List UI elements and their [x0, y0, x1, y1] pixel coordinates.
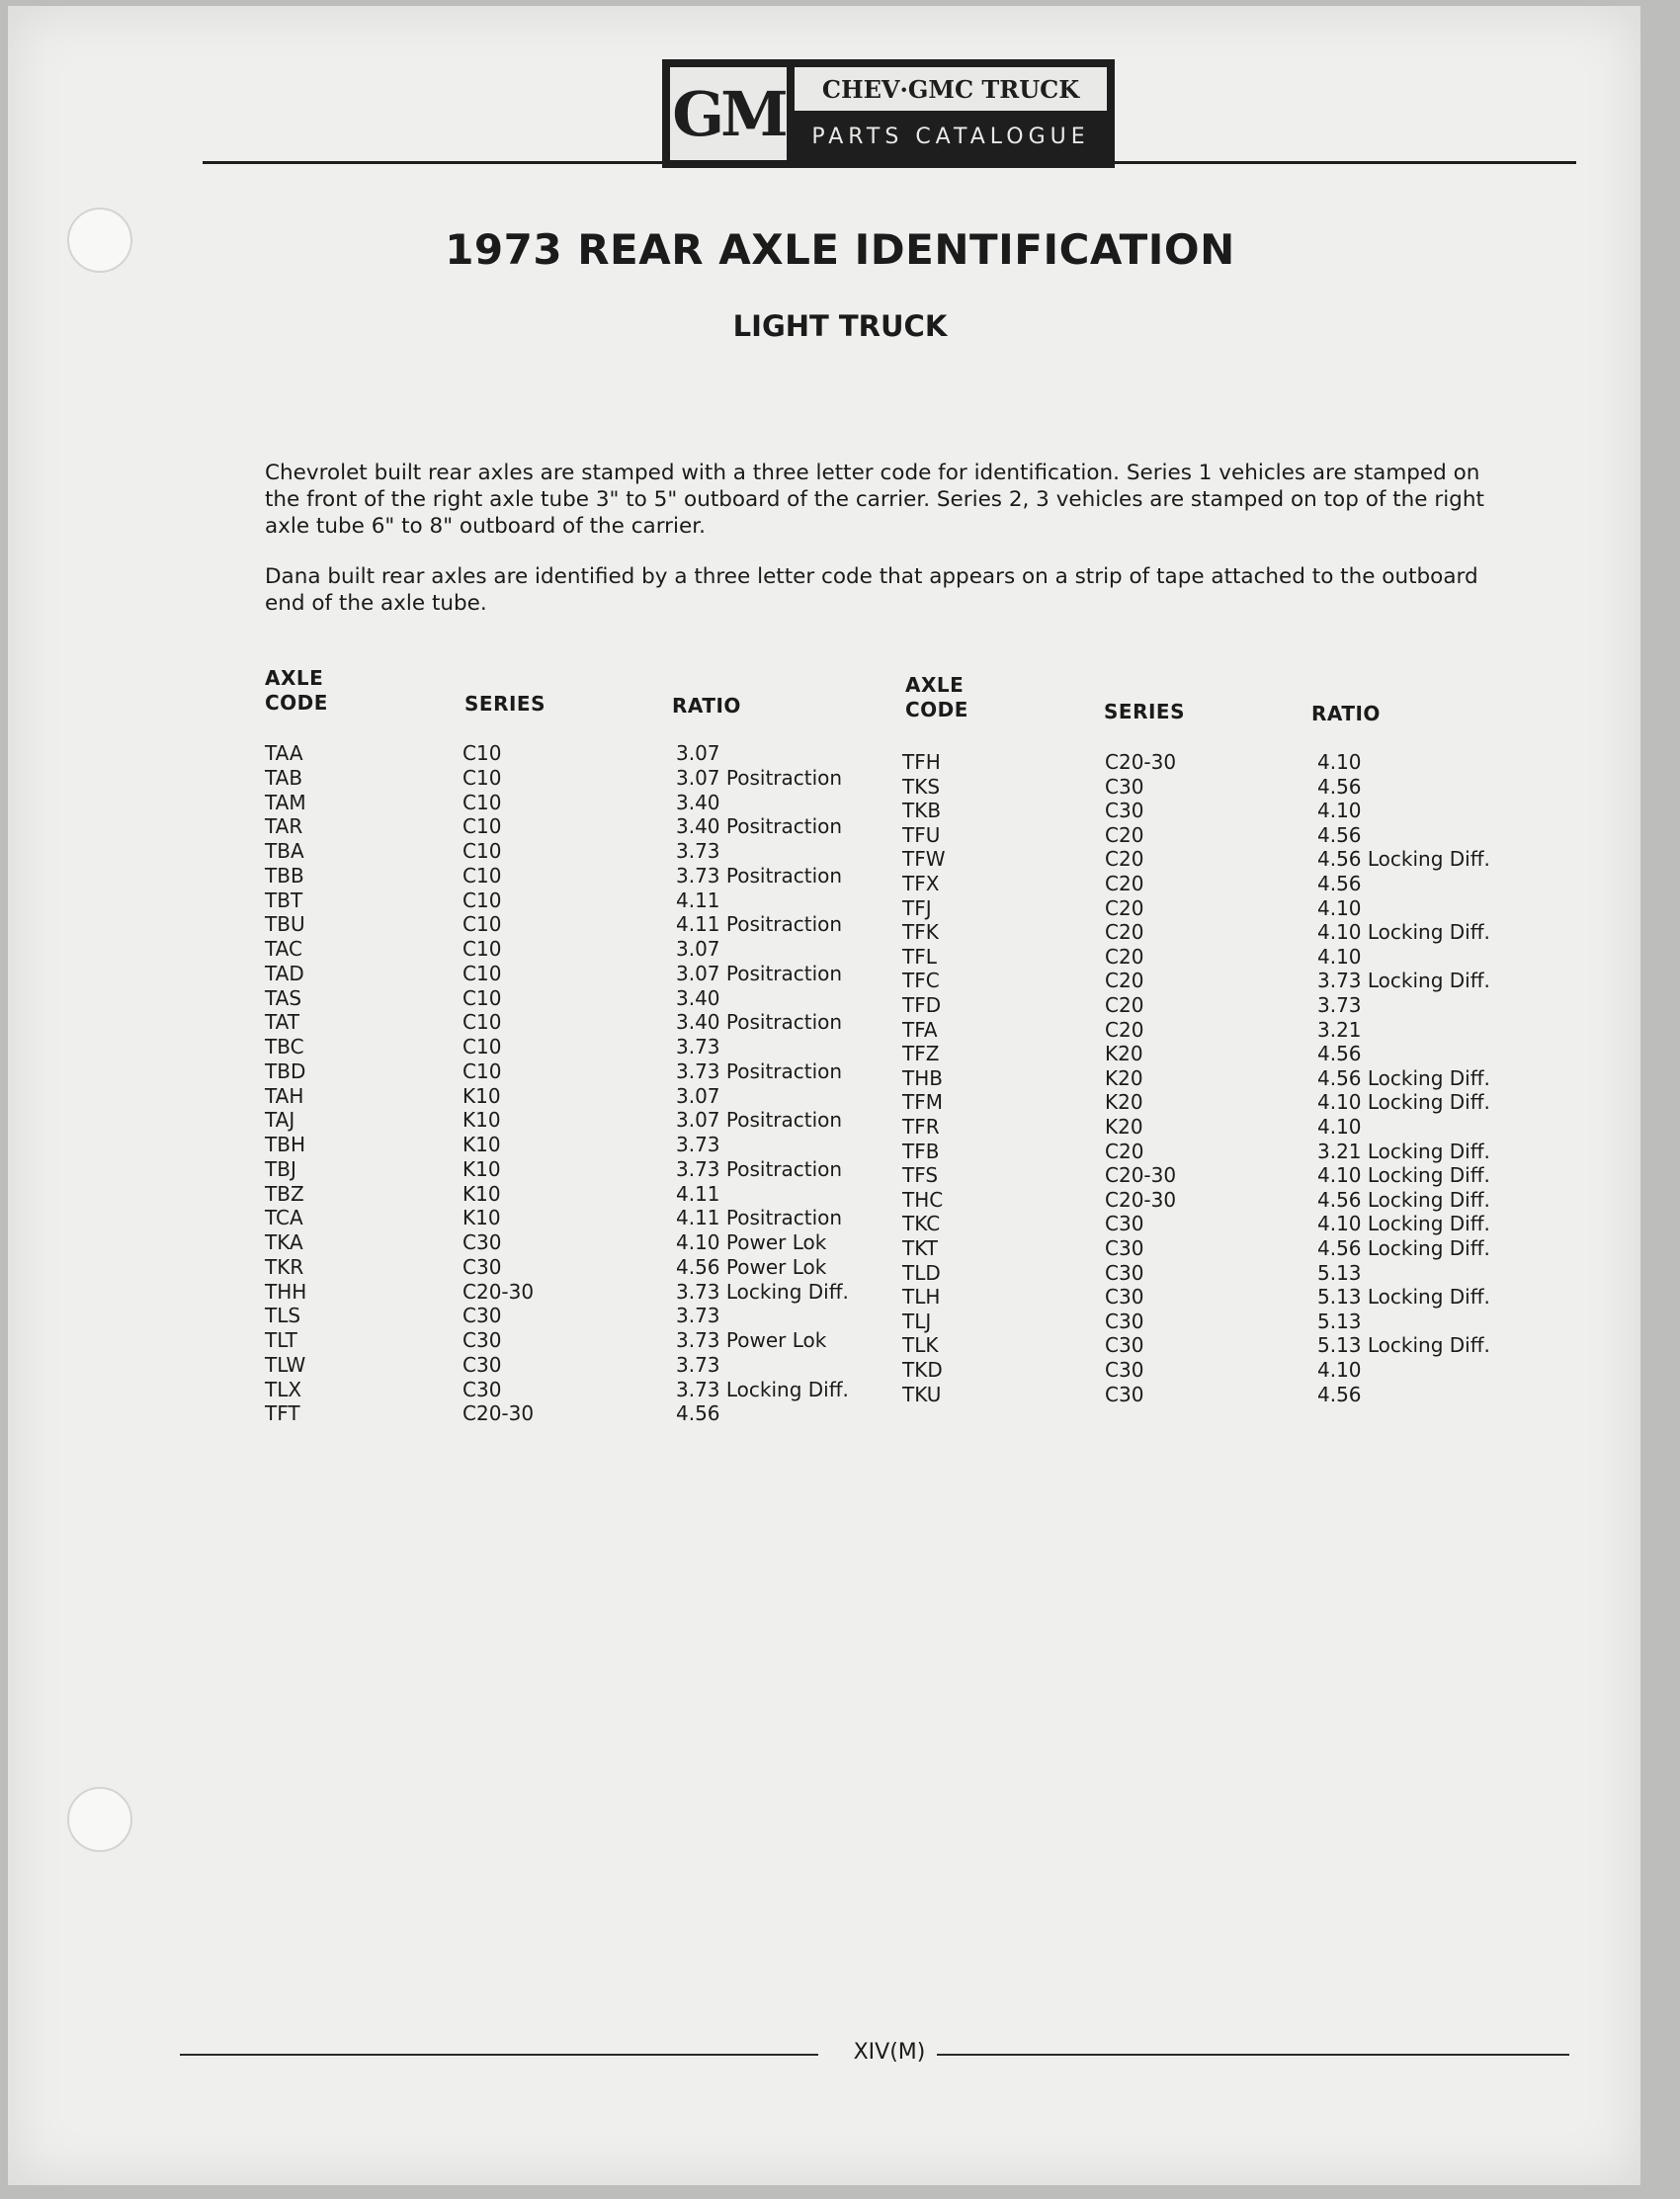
left-row-27-series: C30 [462, 1377, 502, 1401]
left-row-21-axle-code: TKA [265, 1230, 303, 1254]
left-row-6-series: C10 [462, 863, 502, 888]
right-row-21-ratio: 4.56 Locking Diff. [1317, 1236, 1490, 1260]
right-row-17-ratio: 3.21 Locking Diff. [1317, 1139, 1490, 1163]
right-row-5-series: C20 [1105, 847, 1144, 872]
left-row-12-axle-code: TAT [265, 1010, 300, 1035]
footer-rule-right [937, 2054, 1569, 2056]
right-row-3-ratio: 4.10 [1317, 799, 1362, 823]
right-row-10-ratio: 3.73 Locking Diff. [1317, 969, 1490, 993]
right-row-11-ratio: 3.73 [1317, 993, 1362, 1017]
left-row-20-axle-code: TCA [265, 1206, 303, 1230]
left-header-ratio: RATIO [672, 694, 741, 718]
left-row-15-axle-code: TAH [265, 1083, 304, 1108]
binder-hole-bottom [67, 1787, 132, 1852]
right-row-17-axle-code: TFB [902, 1139, 940, 1163]
left-row-18-ratio: 3.73 Positraction [676, 1156, 843, 1181]
left-row-7-series: C10 [462, 888, 502, 912]
left-row-4-ratio: 3.40 Positraction [676, 814, 843, 839]
left-row-18-axle-code: TBJ [265, 1156, 296, 1181]
left-row-9-axle-code: TAC [265, 937, 302, 961]
right-row-7-series: C20 [1105, 895, 1144, 920]
left-row-25-series: C30 [462, 1328, 502, 1352]
right-row-22-series: C30 [1105, 1260, 1144, 1285]
left-row-5-series: C10 [462, 839, 502, 863]
left-row-13-ratio: 3.73 [676, 1035, 720, 1058]
left-row-28-series: C20-30 [462, 1401, 535, 1426]
left-row-13-series: C10 [462, 1035, 502, 1058]
right-row-21-series: C30 [1105, 1236, 1144, 1260]
right-row-20-series: C30 [1105, 1212, 1144, 1236]
left-row-3-series: C10 [462, 790, 502, 814]
right-row-1-series: C20-30 [1105, 750, 1177, 774]
right-row-16-ratio: 4.10 [1317, 1115, 1362, 1139]
gm-logo [662, 59, 1115, 168]
left-row-17-series: K10 [462, 1133, 501, 1156]
paragraph-chevrolet: Chevrolet built rear axles are stamped with a three letter code for identification. Series 1 vehicles are stamped on the front of the right axle tube 3" to 5" outboard of the carrier. Series 2, 3 vehicles are stamped on top of the right axle tube 6" to 8" outboard of the carrier. [265, 461, 1484, 539]
left-row-2-ratio: 3.07 Positraction [676, 765, 843, 790]
left-header-axle-code: AXLE CODE [265, 666, 328, 715]
right-row-2-axle-code: TKS [902, 774, 941, 799]
right-row-17-series: C20 [1105, 1139, 1144, 1163]
right-row-15-ratio: 4.10 Locking Diff. [1317, 1090, 1490, 1115]
left-row-23-series: C20-30 [462, 1279, 535, 1304]
right-row-10-series: C20 [1105, 969, 1144, 993]
left-row-26-axle-code: TLW [265, 1352, 306, 1377]
right-row-18-series: C20-30 [1105, 1163, 1177, 1188]
gm-logo-mark: GM [670, 67, 787, 160]
right-row-24-series: C30 [1105, 1309, 1144, 1333]
left-row-12-ratio: 3.40 Positraction [676, 1010, 843, 1035]
right-row-8-ratio: 4.10 Locking Diff. [1317, 920, 1490, 945]
left-row-17-ratio: 3.73 [676, 1133, 720, 1156]
right-row-23-series: C30 [1105, 1285, 1144, 1310]
right-row-3-axle-code: TKB [902, 799, 942, 823]
right-row-4-axle-code: TFU [902, 822, 941, 847]
left-row-16-axle-code: TAJ [265, 1108, 295, 1133]
page-subtitle: LIGHT TRUCK [732, 309, 948, 343]
left-row-27-axle-code: TLX [265, 1377, 302, 1401]
paragraph-dana: Dana built rear axles are identified by a three letter code that appears on a strip of tape attached to the outboard end of the axle tube. [265, 564, 1478, 616]
logo-line-1: CHEV·GMC TRUCK [795, 67, 1107, 111]
left-row-21-series: C30 [462, 1230, 502, 1254]
right-row-23-axle-code: TLH [902, 1285, 941, 1310]
left-row-17-axle-code: TBH [265, 1133, 305, 1156]
right-row-8-axle-code: TFK [902, 920, 939, 945]
logo-line-2: PARTS CATALOGUE [811, 124, 1090, 149]
left-row-11-ratio: 3.40 [676, 985, 720, 1010]
left-row-19-axle-code: TBZ [265, 1181, 304, 1206]
left-row-4-series: C10 [462, 814, 502, 839]
right-row-5-ratio: 4.56 Locking Diff. [1317, 847, 1490, 872]
left-row-23-axle-code: THH [265, 1279, 307, 1304]
right-row-1-axle-code: TFH [902, 750, 941, 774]
right-row-5-axle-code: TFW [902, 847, 946, 872]
right-row-4-series: C20 [1105, 822, 1144, 847]
left-row-24-series: C30 [462, 1304, 502, 1328]
right-row-27-series: C30 [1105, 1382, 1144, 1406]
left-row-15-series: K10 [462, 1083, 501, 1108]
right-row-26-ratio: 4.10 [1317, 1358, 1362, 1382]
left-row-10-axle-code: TAD [265, 961, 304, 985]
right-row-8-series: C20 [1105, 920, 1144, 945]
right-row-18-axle-code: TFS [902, 1163, 939, 1188]
left-row-12-series: C10 [462, 1010, 502, 1035]
left-row-28-ratio: 4.56 [676, 1401, 720, 1426]
left-row-3-ratio: 3.40 [676, 790, 720, 814]
right-header-axle-code: AXLE CODE [905, 673, 968, 721]
right-row-2-series: C30 [1105, 774, 1144, 799]
right-row-25-ratio: 5.13 Locking Diff. [1317, 1333, 1490, 1358]
left-row-19-ratio: 4.11 [676, 1181, 720, 1206]
footer-rule-left [180, 2054, 818, 2056]
right-row-16-series: K20 [1105, 1115, 1143, 1139]
left-row-6-ratio: 3.73 Positraction [676, 863, 843, 888]
left-row-24-ratio: 3.73 [676, 1304, 720, 1328]
left-row-20-series: K10 [462, 1206, 501, 1230]
right-row-26-axle-code: TKD [902, 1358, 943, 1382]
left-row-2-series: C10 [462, 765, 502, 790]
left-row-16-series: K10 [462, 1108, 501, 1133]
right-row-6-axle-code: TFX [902, 872, 940, 895]
right-row-16-axle-code: TFR [902, 1115, 940, 1139]
right-row-10-axle-code: TFC [902, 969, 940, 993]
left-row-6-axle-code: TBB [265, 863, 304, 888]
right-row-12-ratio: 3.21 [1317, 1017, 1362, 1042]
left-row-14-series: C10 [462, 1058, 502, 1083]
page-title: 1973 REAR AXLE IDENTIFICATION [445, 225, 1235, 274]
left-row-22-axle-code: TKR [265, 1254, 304, 1279]
page-number: XIV(M) [853, 2040, 926, 2065]
left-row-27-ratio: 3.73 Locking Diff. [676, 1377, 849, 1401]
left-row-8-axle-code: TBU [265, 912, 305, 937]
right-row-23-ratio: 5.13 Locking Diff. [1317, 1285, 1490, 1310]
right-row-3-series: C30 [1105, 799, 1144, 823]
left-row-22-ratio: 4.56 Power Lok [676, 1254, 827, 1279]
left-row-5-ratio: 3.73 [676, 839, 720, 863]
right-row-7-ratio: 4.10 [1317, 895, 1362, 920]
right-row-1-ratio: 4.10 [1317, 750, 1362, 774]
right-row-13-axle-code: TFZ [902, 1042, 940, 1066]
right-row-22-axle-code: TLD [902, 1260, 941, 1285]
left-row-2-axle-code: TAB [265, 765, 303, 790]
right-row-27-axle-code: TKU [902, 1382, 942, 1406]
right-row-19-ratio: 4.56 Locking Diff. [1317, 1187, 1490, 1212]
right-row-27-ratio: 4.56 [1317, 1382, 1362, 1406]
right-row-22-ratio: 5.13 [1317, 1260, 1362, 1285]
right-row-19-axle-code: THC [902, 1187, 944, 1212]
left-row-15-ratio: 3.07 [676, 1083, 720, 1108]
left-row-23-ratio: 3.73 Locking Diff. [676, 1279, 849, 1304]
left-row-9-ratio: 3.07 [676, 937, 720, 961]
right-row-7-axle-code: TFJ [902, 895, 932, 920]
left-row-8-ratio: 4.11 Positraction [676, 912, 843, 937]
left-row-7-ratio: 4.11 [676, 888, 720, 912]
left-row-10-series: C10 [462, 961, 502, 985]
left-row-9-series: C10 [462, 937, 502, 961]
left-row-21-ratio: 4.10 Power Lok [676, 1230, 827, 1254]
right-row-9-ratio: 4.10 [1317, 944, 1362, 969]
right-row-9-axle-code: TFL [902, 944, 937, 969]
right-row-12-axle-code: TFA [902, 1017, 938, 1042]
right-row-21-axle-code: TKT [902, 1236, 938, 1260]
right-row-14-axle-code: THB [902, 1065, 943, 1090]
left-row-26-ratio: 3.73 [676, 1352, 720, 1377]
left-row-7-axle-code: TBT [265, 888, 303, 912]
right-row-18-ratio: 4.10 Locking Diff. [1317, 1163, 1490, 1188]
right-row-20-ratio: 4.10 Locking Diff. [1317, 1212, 1490, 1236]
right-row-13-ratio: 4.56 [1317, 1042, 1362, 1066]
left-row-4-axle-code: TAR [265, 814, 303, 839]
left-row-22-series: C30 [462, 1254, 502, 1279]
right-row-15-axle-code: TFM [902, 1090, 943, 1115]
left-row-25-ratio: 3.73 Power Lok [676, 1328, 827, 1352]
right-row-24-axle-code: TLJ [902, 1309, 932, 1333]
left-row-5-axle-code: TBA [265, 839, 304, 863]
right-row-2-ratio: 4.56 [1317, 774, 1362, 799]
left-row-8-series: C10 [462, 912, 502, 937]
left-header-series: SERIES [464, 692, 546, 716]
right-row-19-series: C20-30 [1105, 1187, 1177, 1212]
right-row-24-ratio: 5.13 [1317, 1309, 1362, 1333]
left-row-14-ratio: 3.73 Positraction [676, 1058, 843, 1083]
left-row-11-series: C10 [462, 985, 502, 1010]
right-row-11-axle-code: TFD [902, 993, 942, 1017]
left-row-3-axle-code: TAM [265, 790, 306, 814]
left-row-1-axle-code: TAA [265, 741, 303, 765]
right-row-9-series: C20 [1105, 944, 1144, 969]
right-row-25-series: C30 [1105, 1333, 1144, 1358]
right-row-6-ratio: 4.56 [1317, 872, 1362, 895]
left-row-19-series: K10 [462, 1181, 501, 1206]
right-row-11-series: C20 [1105, 993, 1144, 1017]
right-row-4-ratio: 4.56 [1317, 822, 1362, 847]
left-row-25-axle-code: TLT [265, 1328, 297, 1352]
right-row-20-axle-code: TKC [902, 1212, 941, 1236]
left-row-20-ratio: 4.11 Positraction [676, 1206, 843, 1230]
right-row-6-series: C20 [1105, 872, 1144, 895]
right-row-15-series: K20 [1105, 1090, 1143, 1115]
left-row-18-series: K10 [462, 1156, 501, 1181]
left-row-13-axle-code: TBC [265, 1035, 304, 1058]
header-rule [203, 161, 1576, 164]
left-row-24-axle-code: TLS [265, 1304, 301, 1328]
left-row-1-series: C10 [462, 741, 502, 765]
left-row-14-axle-code: TBD [265, 1058, 306, 1083]
left-row-1-ratio: 3.07 [676, 741, 720, 765]
right-row-14-series: K20 [1105, 1065, 1143, 1090]
right-row-12-series: C20 [1105, 1017, 1144, 1042]
left-row-10-ratio: 3.07 Positraction [676, 961, 843, 985]
right-row-25-axle-code: TLK [902, 1333, 939, 1358]
right-row-26-series: C30 [1105, 1358, 1144, 1382]
right-row-13-series: K20 [1105, 1042, 1143, 1066]
right-header-ratio: RATIO [1311, 702, 1381, 725]
left-row-26-series: C30 [462, 1352, 502, 1377]
left-row-11-axle-code: TAS [265, 985, 302, 1010]
left-row-28-axle-code: TFT [265, 1401, 300, 1426]
left-row-16-ratio: 3.07 Positraction [676, 1108, 843, 1133]
right-header-series: SERIES [1104, 700, 1185, 723]
right-row-14-ratio: 4.56 Locking Diff. [1317, 1065, 1490, 1090]
